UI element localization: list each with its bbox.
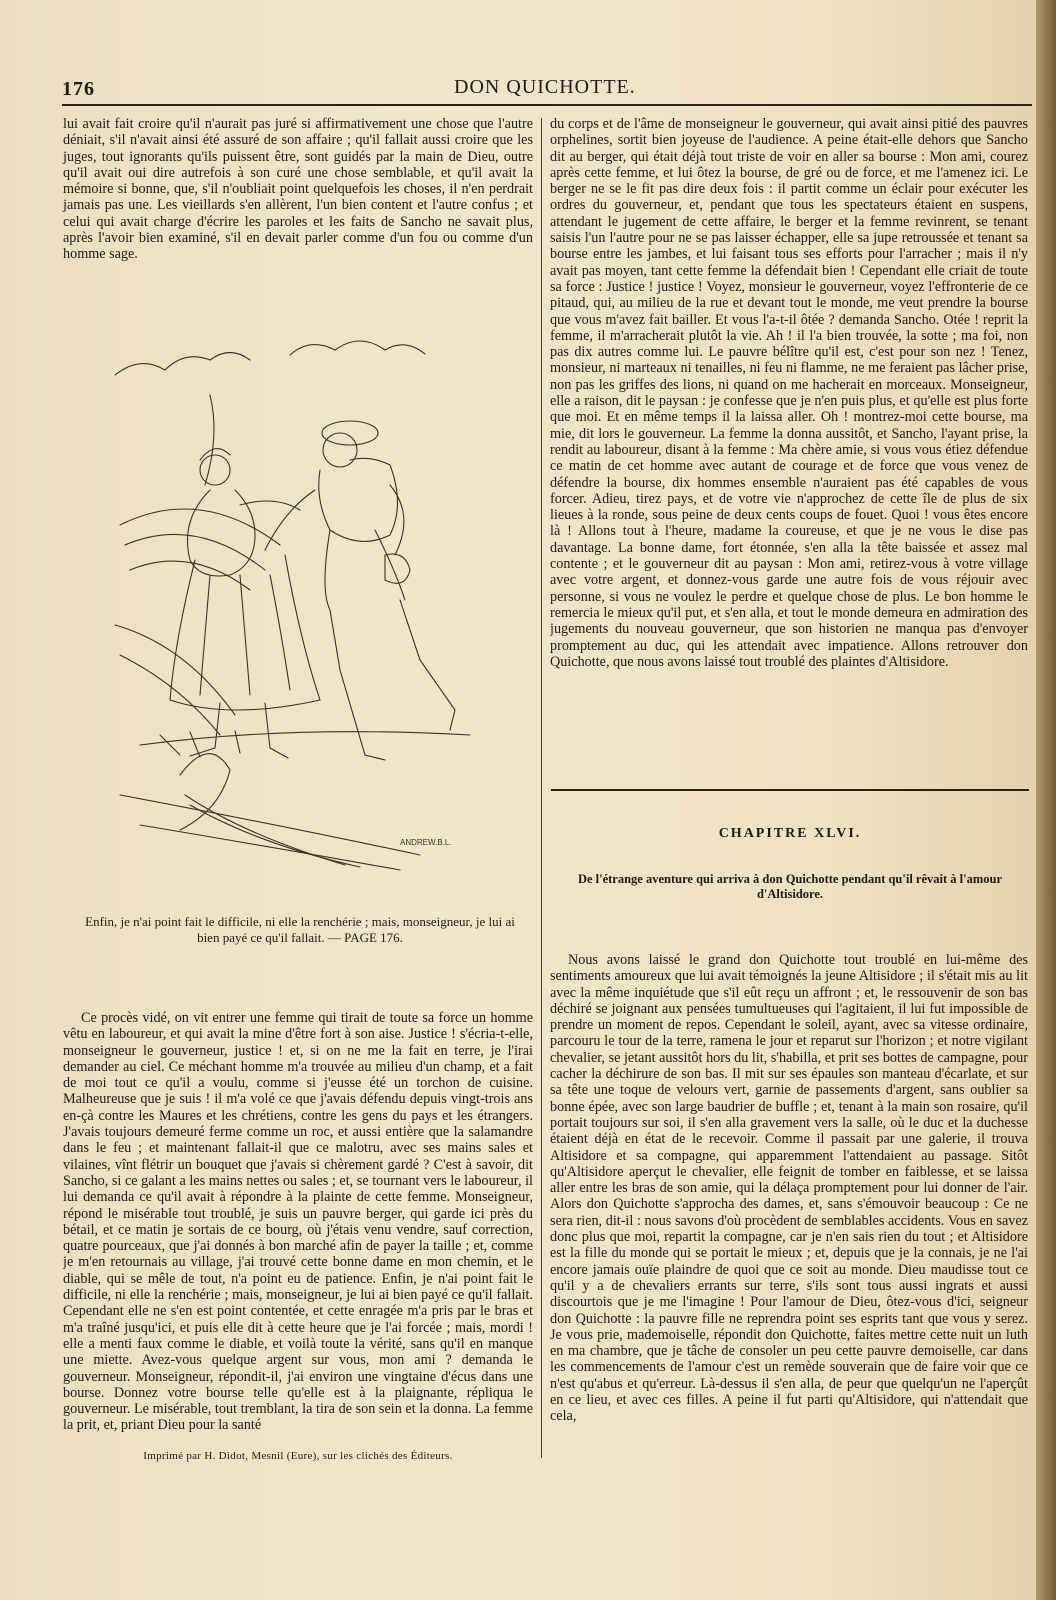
left-column-bottom — [63, 1010, 533, 1440]
paragraph-continuation: lui avait fait croire qu'il n'aurait pas juré si affirmativement une chose que l'autre déniait, s'il n'avait ainsi été assuré de son affaire ; qu'il fallait aussi croire que les juges, tout ignorants qu'ils puissent être, sont guidés par la main de Dieu, outre qu'il avait oui dire autrefois à son curé une chose semblable, et qu'il avait la mémoire si bonne, que, s'il n'oubliait point quelquefois les choses, il n'en perdrait jamais pas une. Les vieillards s'en allèrent, l'un bien content et l'autre confus ; et celui qui avait charge d'écrire les paroles et les faits de Sancho ne savait plus, après l'avoir bien examiné, s'il en devait parler comme d'un fou ou comme d'un homme sage. — [63, 116, 533, 263]
chapter-rule — [551, 789, 1029, 791]
running-title: DON QUICHOTTE. — [454, 76, 636, 98]
page-header — [62, 74, 1034, 104]
header-rule — [62, 104, 1032, 106]
paragraph-continuation: du corps et de l'âme de monseigneur le gouverneur, qui avait ainsi pitié des pauvres orphelines, sortit bien joyeuse de l'audience. A peine était-elle dehors que Sancho dit au berger, qui était déjà tout triste de voir en aller sa bourse : Mon ami, courez après cette femme, et lui ôtez la bourse, de gré ou de force, et me l'amenez ici. Le berger ne se le fit pas dire deux fois : il partit comme un éclair pour exécuter les ordres du gouverneur, et, pendant que tous les spectateurs étaient en suspens, attendant le jugement de cette affaire, le berger et la femme revinrent, se tenant saisis l'un l'autre pour ne se pas laisser échapper, elle sa jupe retroussée et tenant sa bourse entre les jambes, et lui faisant tous ses efforts pour l'arracher ; mais il n'y avait pas moyen, tant cette femme la défendait bien ! Cependant elle criait de toute sa force : Justice ! justice ! Voyez, monsieur le gouverneur, voyez l'effronterie de ce pitaud, qui, au milieu de la rue et devant tout le monde, me veut prendre la bourse que vous m'avez fait bailler. Et vous l'a-t-il ôtée ? demanda Sancho. Otée ! reprit la femme, il m'arracherait plutôt la vie. Ah ! il l'a bien trouvée, la sotte ; ma foi, non pas dix autres comme lui. Le pauvre bélître qu'il est, c'est pour son nez ! Tenez, monsieur, ni marteaux ni tenailles, ni feu ni flamme, ne me feraient pas lâcher prise, non pas les griffes des lions, ni quand on me hacherait en morceaux. Monseigneur, elle a raison, dit le paysan : je confesse que je n'en puis plus, et qu'elle est plus forte que moi. Et en même temps il la laissa aller. Oh ! montrez-moi cette bourse, ma mie, dit lors le gouverneur. La femme la donna aussitôt, et Sancho, l'ayant prise, la rendit au laboureur, disant à la femme : Ma chère amie, si vous vous étiez défendue ce matin de cet homme avec autant de courage et de force que vous venez de défendre la bourse, dix hommes ensemble n'auraient pas été capables de vous forcer. Adieu, tirez pays, et de votre vie n'approchez de cette île de plus de six lieues à la ronde, sous peine de deux cents coups de fouet. Quoi ! vous êtes encore là ! Allons tout à l'heure, madame la coureuse, et que je ne vous le dise pas davantage. La bonne dame, fort étonnée, s'en alla la tête baissée et assez mal contente ; et le gouverneur dit au paysan : Mon ami, retirez-vous à votre village avec votre argent, et donnez-vous garde une autre fois de vous réjouir avec personne, si vous ne voulez le perdre et quelque chose de plus. Le bon homme le remercia le mieux qu'il put, et s'en alla, et tout le monde demeura en admiration des jugements du nouveau gouverneur, que son historien ne manqua pas d'envoyer promptement au duc, qui les attendait avec impatience. Allons retrouver don Quichotte, que nous avons laissé tout troublé des plaintes d'Altisidore. — [550, 116, 1028, 670]
engraving-illustration — [100, 325, 520, 895]
book-spine — [1036, 0, 1056, 1600]
column-divider — [541, 118, 542, 1458]
engraver-signature: ANDREW.B.L. — [400, 838, 452, 847]
right-column-bottom — [550, 952, 1028, 1492]
page-number: 176 — [62, 78, 95, 100]
illustration-caption: Enfin, je n'ai point fait le difficile, ni elle la renchérie ; mais, monseigneur, je lui ai bien payé ce qu'il fallait. — PAGE 176. — [85, 914, 515, 945]
chapter-title: CHAPITRE XLVI. — [718, 826, 862, 841]
paragraph: Ce procès vidé, on vit entrer une femme qui tirait de toute sa force un homme vêtu en laboureur, et qui avait la mine d'être fort à son aise. Justice ! s'écria-t-elle, monseigneur le gouverneur, justice ! et, si on ne me la fait en terre, je l'irai demander au ciel. Ce méchant homme m'a trouvée au milieu d'un champ, et a fait de moi tout ce qu'il a voulu, comme si j'eusse été un torchon de cuisine. Malheureuse que je suis ! il m'a volé ce que j'avais défendu depuis vingt-trois ans en-çà contre les Maures et les chrétiens, contre les gens du pays et les étrangers. J'avais toujours demeuré ferme comme un roc, et aussi entière que la salamandre dans le feu ; et maintenant fallait-il que ce malotru, avec ses mains sales et vilaines, vînt flétrir un bouquet que j'avais si chèrement gardé ? C'est à savoir, dit Sancho, si ce galant a les mains nettes ou sales ; et, se tournant vers le laboureur, il lui demanda ce qu'il avait à répondre à la plainte de cette femme. Monseigneur, répond le misérable tout troublé, je suis un pauvre berger, qui garde ici près du bétail, et ce matin je sortais de ce bourg, où j'étais venu vendre, sauf correction, quatre pourceaux, que j'ai donnés à bon marché afin de payer la taille ; et, comme je m'en retournais au village, j'ai trouvé cette bonne dame en mon chemin, et le diable, qui se mêle de tout, n'a point eu de patience. Enfin, je n'ai point fait le difficile, ni elle la renchérie ; mais, monseigneur, je lui ai bien payé ce qu'il fallait. Cependant elle ne s'en est point contentée, et cette enragée m'a pris par le bras et m'a traîné jusqu'ici, et puis elle dit à cette heure que je l'ai forcée ; mais, mordi ! elle a menti faux comme le diable, et voilà toute la vérité, sans qu'il en manque une miette. Avez-vous quelque argent sur vous, mon ami ? demanda le gouverneur. Monseigneur, répondit-il, j'ai environ une vingtaine d'écus dans une bourse. Donnez votre bourse telle qu'elle est à la plaignante, répliqua le gouverneur. Le misérable, tout tremblant, la tira de son sein et la donna. La femme la prit, et, priant Dieu pour la santé — [63, 1010, 533, 1434]
printer-imprint: Imprimé par H. Didot, Mesnil (Eure), sur les clichés des Éditeurs. — [143, 1450, 453, 1462]
paragraph: Nous avons laissé le grand don Quichotte tout troublé en lui-même des sentiments amoureux que lui avait témoignés la jeune Altisidore ; il s'était mis au lit avec la même inquiétude que s'il eût reçu un affront ; et, le ressouvenir de son bas déchiré se joignant aux pensées tumultueuses qui l'agitaient, il lui fut impossible de prendre un moment de repos. Cependant le soleil, ayant, avec sa vitesse ordinaire, parcouru le tour de la terre, ramena le jour et reparut sur l'horizon ; et notre vigilant chevalier, se jetant aussitôt hors du lit, s'habilla, et prit ses bottes de campagne, pour cacher la déchirure de son bas. Il mit sur ses épaules son manteau d'écarlate, et sur sa tête une toque de velours vert, garnie de passements d'argent, sans oublier sa bonne épée, avec son large baudrier de buffle ; et, tenant à la main son rosaire, qu'il portait toujours sur soi, il s'en alla gravement vers la salle, où le duc et la duchesse étaient déjà en état de le recevoir. Comme il passait par une galerie, il trouva Altisidore et sa compagne, qui apparemment l'attendaient au passage. Sitôt qu'Altisidore aperçut le chevalier, elle feignit de tomber en faiblesse, et se laissa aller entre les bras de son amie, qui la délaça promptement pour lui donner de l'air. Alors don Quichotte s'approcha des dames, et, sans s'émouvoir beaucoup : Ce ne sera rien, dit-il : nous savons d'où procèdent de semblables accidents. Vous en savez donc plus que moi, repartit la compagne, car je n'en sais rien du tout ; et Altisidore est la fille du monde qui se portait le mieux ; et, depuis que je la connais, je ne l'ai encore jamais ouïe plaindre de quoi que ce soit au monde. Dieu maudisse tout ce qu'il y a de chevaliers errants sur terre, s'ils sont tous aussi ingrats et aussi discourtois que je me l'imagine ! Pour l'amour de Dieu, ôtez-vous d'ici, seigneur don Quichotte : la pauvre fille ne reprendra point ses esprits tant que vous y serez. Je vous prie, mademoiselle, répondit don Quichotte, faites mettre cette nuit un luth en ma chambre, que je tâche de consoler un peu cette pauvre demoiselle, car dans les commencements de l'amour c'est un remède souverain que de faire voir que ce n'est qu'abus et qu'erreur. Là-dessus il s'en alla, de peur que quelqu'un ne l'aperçût en ce lieu, et avec ces filles. A peine il fut parti qu'Altisidore, qui n'attendait que cela, — [550, 952, 1028, 1425]
chapter-summary: De l'étrange aventure qui arriva à don Quichotte pendant qu'il rêvait à l'amour d'Altisidore. — [577, 872, 1003, 901]
right-column-top — [550, 116, 1028, 761]
left-column-top — [63, 116, 533, 286]
